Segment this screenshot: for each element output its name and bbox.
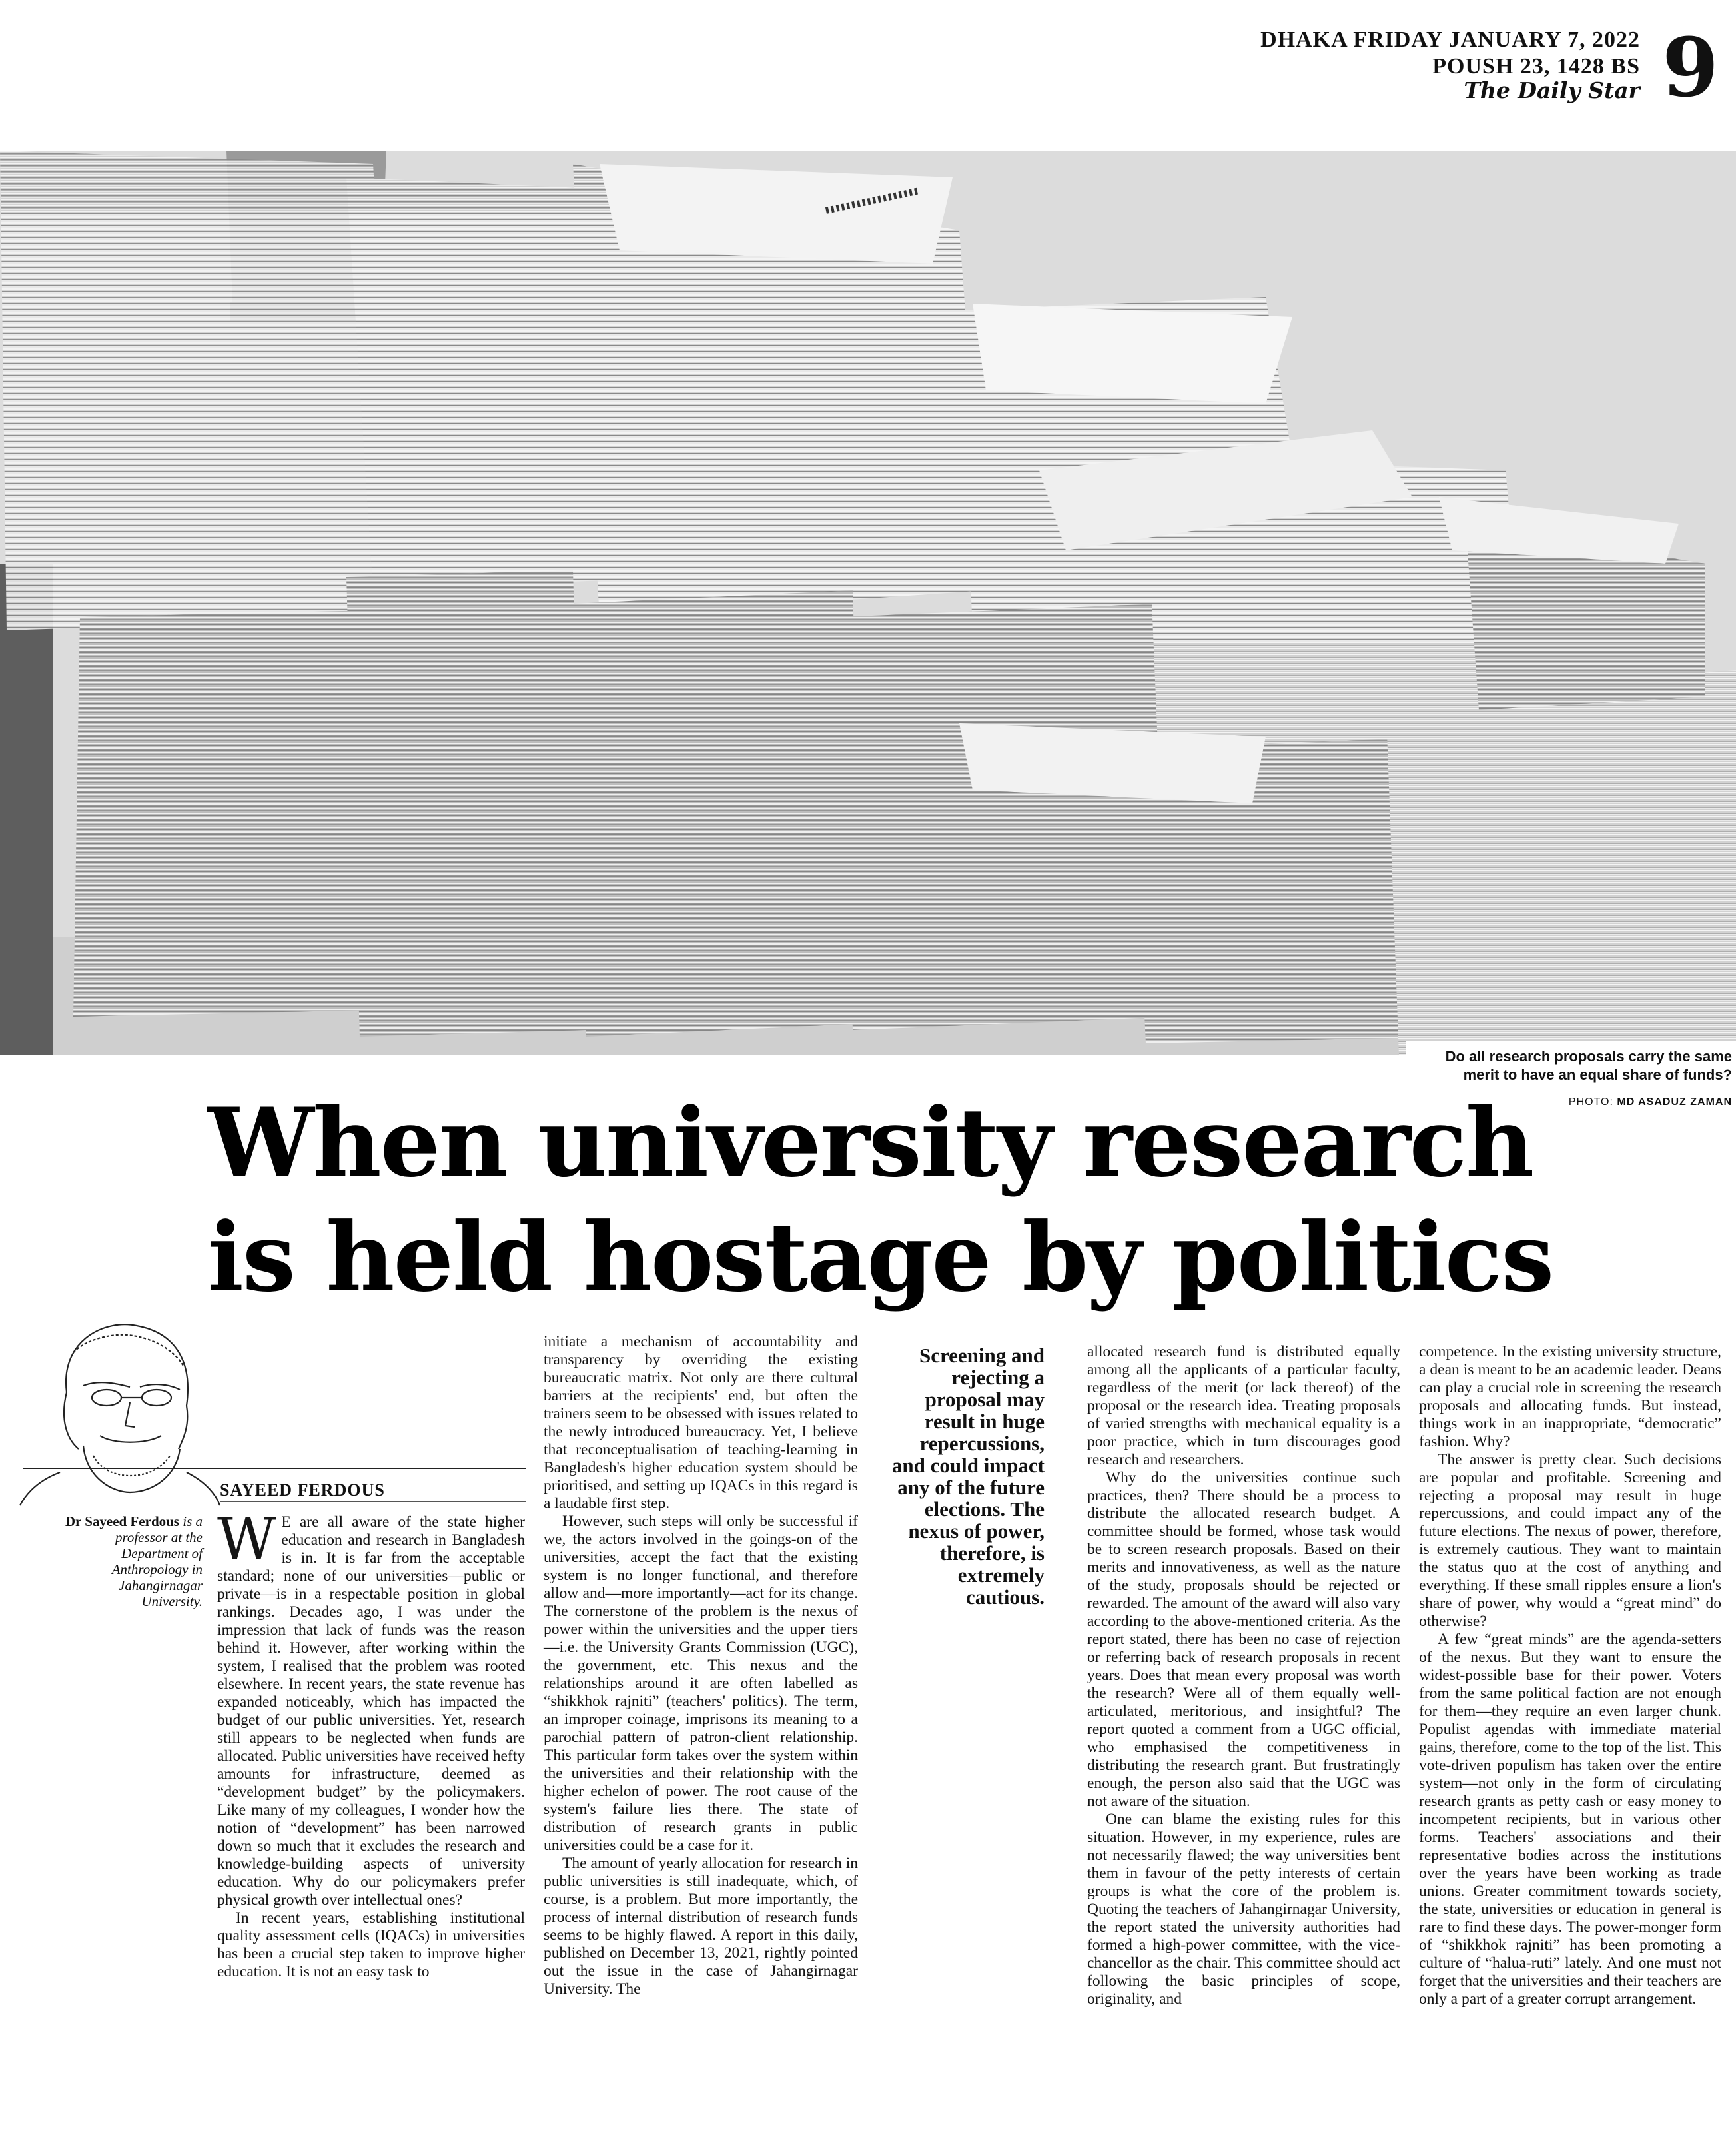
photo-credit-name: MD ASADUZ ZAMAN — [1617, 1096, 1732, 1108]
bangla-date: POUSH 23, 1428 BS — [1432, 54, 1640, 79]
article-paragraph: competence. In the existing university structure, a dean is meant to be an academic leader. Deans can play a crucial role in screening the research proposals and allocating funds. But instead, things work in an inappropriate, “democratic” fashion. Why? — [1419, 1343, 1721, 1450]
paragraph-text: E are all aware of the state higher education and research in Bangladesh is in. It is far from the acceptable standard; none of our universities—public or private—is in a respectable position in global rankings. Decades ago, I was under the impression that lack of funds was the reason behind it. However, after working within the system, I realised that the problem was rooted elsewhere. In recent years, the state revenue has expanded noticeably, which has impacted the budget of our public universities. Yet, research still appears to be neglected when funds are allocated. Public universities have received hefty amounts for infrastructure, deemed as “development budget” by the policymakers. Like many of my colleagues, I wonder how the notion of “development” has been narrowed down so much that it excludes the research and knowledge-building aspects of university education. Why do our policymakers prefer physical growth over intellectual ones? — [217, 1513, 525, 1909]
article-paragraph: allocated research fund is distributed equally among all the applicants of a particular faculty, regardless of the merit (or lack thereof) of the proposal or the research idea. Treating proposals of varied strengths with mechanical equality is a poor practice, which in turn discourages good research and researchers. — [1087, 1343, 1400, 1468]
dateline-block — [1260, 27, 1640, 80]
article-column-4 — [1419, 1343, 1721, 2140]
photo-caption: Do all research proposals carry the same merit to have an equal share of funds? — [1445, 1048, 1732, 1083]
article-column-3 — [1087, 1343, 1400, 2140]
lead-photo — [0, 151, 1736, 1108]
article-column-2 — [544, 1333, 858, 2140]
byline-rule — [23, 1468, 526, 1469]
page-number: 9 — [1662, 19, 1719, 115]
author-sketch-portrait-icon — [20, 1312, 220, 1505]
article-paragraph: initiate a mechanism of accountability and transparency by overriding the existing bureaucratic matrix. Not only are there cultural barriers at the recipients' end, but often the trainers seem to be obsessed with issues related to the newly introduced bureaucracy. Yet, I believe that reconceptualisation of teaching-learning in Bangladesh's higher education system should be prioritised, and setting up IQACs in this regard is a laudable first step. — [544, 1333, 858, 1512]
paper-name: The Daily Star — [1464, 77, 1640, 103]
dateline: DHAKA FRIDAY JANUARY 7, 2022 — [1260, 27, 1640, 52]
article-paragraph: The amount of yearly allocation for research in public universities is still inadequate, which, of course, is a problem. But more importantly, the process of internal distribution of research funds seems to be highly flawed. A report in this daily, published on December 13, 2021, rightly pointed out the issue in the case of Jahangirnagar University. The — [544, 1855, 858, 1998]
headline: When university research is held hostage by politics — [208, 1088, 1553, 1313]
byline-sub-rule — [220, 1501, 526, 1502]
article-paragraph: One can blame the existing rules for this situation. However, in my experience, rules are not necessarily flawed; the way universities bent them in favour of the petty interests of certain groups is what the core of the problem is. Quoting the teachers of Jahangirnagar University, the report stated the university authorities had formed a high-power committee, with the vice-chancellor as the chair. This committee should act following the basic principles of scope, originality, and — [1087, 1811, 1400, 2008]
stacked-research-papers-photo-icon — [0, 151, 1736, 1055]
article-paragraph: Why do the universities continue such practices, then? There should be a process to distribute the allocated research budget. A committee should be formed, whose task would be to screen research proposals. Based on their merits and innovativeness, as well as the nature of the study, proposals should be rejected or rewarded. The amount of the award will also vary according to the above-mentioned criteria. As the report stated, there has been no case of rejection or referring back of research proposals in recent years. Does that mean every proposal was worth the research? Were all of them equally well-articulated, meritorious, and insightful? The report quoted a comment from a UGC official, who emphasised the competitiveness in distributing the research grant. But frustratingly enough, the person also said that the UGC was not aware of the situation. — [1087, 1469, 1400, 1810]
dropcap: W — [217, 1506, 276, 1573]
article-paragraph: The answer is pretty clear. Such decisions are popular and profitable. Screening and rejecting a proposal may result in huge repercussions, and could impact any of the future elections. The nexus of power, therefore, is extremely cautious. They want to maintain the status quo at the cost of anything and everything. If these small ripples ensure a lion's share of power, why would a “great mind” do otherwise? — [1419, 1451, 1721, 1630]
author-bio — [60, 1513, 203, 1609]
photo-credit-label: PHOTO: — [1568, 1096, 1613, 1108]
author-bio-name: Dr Sayeed Ferdous — [65, 1513, 179, 1529]
article-paragraph: However, such steps will only be successful if we, the actors involved in the goings-on of the universities, accept the fact that the existing system is no longer functional, and therefore allow and—more importantly—act for its change. The cornerstone of the problem is the nexus of power within the universities and the upper tiers—i.e. the University Grants Commission (UGC), the government, etc. This nexus and the relationships around it are often labelled as “shikkhok rajniti” (teachers' politics). The term, an improper coinage, imprisons its meaning to a parochial pattern of patron-client relationship. This particular form takes over the system within the universities and their relationship with the higher echelon of power. The root cause of the system's failure lies there. The state of distribution of research grants in public universities could be a case for it. — [544, 1513, 858, 1854]
pull-quote: Screening and rejecting a proposal may result in huge repercussions, and could impact any of the future elections. The nexus of power, therefore, is extremely cautious. — [891, 1344, 1045, 1609]
article-column-1 — [217, 1506, 525, 2140]
article-paragraph — [217, 1506, 525, 1909]
article-paragraph: A few “great minds” are the agenda-setters of the nexus. But they want to ensure the widest-possible base for their power. Voters from the same political faction are not enough for them—they require an even larger chunk. Populist agendas with immediate material gains, therefore, come to the top of the list. This vote-driven populism has taken over the entire system—not only in the form of circulating research grants as petty cash or easy money to incompetent recipients, but in various other forms. Teachers' associations and their representative bodies across the institutions over the years have been working as trade unions. Greater commitment towards society, the state, universities or education in general is rare to find these days. The power-monger form of “shikkhok rajniti” has been promoting a culture of “halua-ruti” lately. And one must not forget that the universities and their teachers are only a part of a greater corrupt arrangement. — [1419, 1631, 1721, 2008]
article-paragraph: In recent years, establishing institutional quality assessment cells (IQACs) in universities has been a crucial step taken to improve higher education. It is not an easy task to — [217, 1909, 525, 1980]
author-bio-text: is a professor at the Department of Anthropology in Jahangirnagar University. — [111, 1513, 203, 1609]
masthead — [1252, 19, 1719, 127]
byline-name: SAYEED FERDOUS — [220, 1480, 385, 1500]
